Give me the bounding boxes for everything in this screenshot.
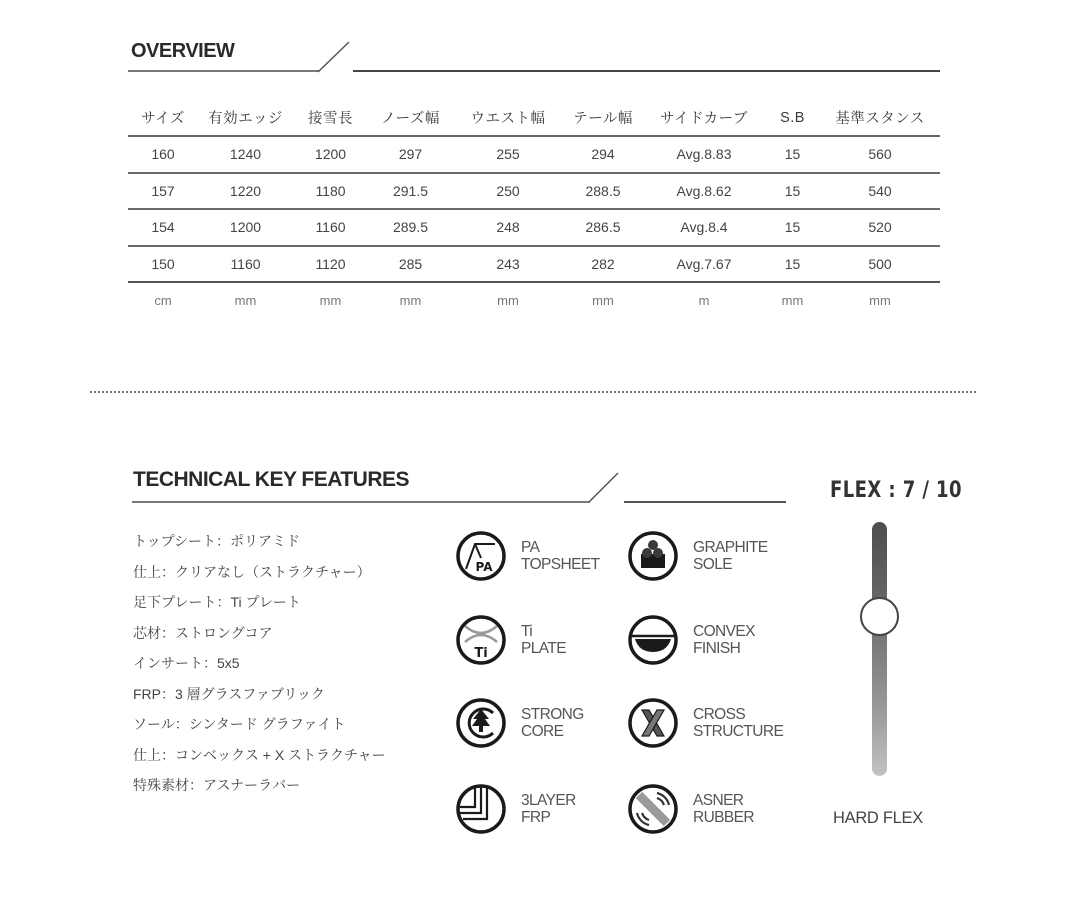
icon-label-line2: CORE (521, 723, 564, 740)
icon-label-line1: CROSS (693, 706, 746, 723)
icon-label-line1: 3LAYER (521, 792, 576, 809)
ti-plate-icon (455, 614, 507, 666)
cell: 560 (868, 146, 892, 163)
cell: 157 (151, 182, 175, 199)
cell: 1120 (315, 255, 346, 272)
overview-slash-divider (316, 40, 352, 74)
cell: 15 (784, 255, 801, 272)
unit-cell: mm (781, 293, 804, 308)
icon-label-line1: GRAPHITE (693, 539, 768, 556)
cell: 288.5 (585, 182, 621, 199)
cell: 285 (398, 255, 423, 272)
cell: 160 (151, 146, 175, 163)
header-waist-width: ウエスト幅 (470, 111, 546, 127)
unit-cell: cm (154, 293, 172, 308)
icon-label-line1: Ti (521, 623, 533, 640)
unit-cell: mm (319, 293, 342, 308)
cell: 15 (784, 219, 801, 236)
icon-label-line1: STRONG (521, 706, 584, 723)
feature-item-sole: ソール：シンタード グラファイト (133, 716, 346, 732)
feature-item-core: 芯材：ストロングコア (133, 624, 273, 641)
section-divider (90, 391, 976, 393)
pa-topsheet-icon (455, 530, 507, 582)
header-nose-width: ノーズ幅 (381, 111, 440, 127)
cell: 15 (784, 146, 801, 163)
cell: Avg.8.83 (676, 146, 732, 163)
overview-title-underline (128, 70, 319, 72)
cell: 1160 (230, 255, 261, 272)
icon-label-line2: FINISH (693, 640, 741, 657)
cell: 1200 (229, 219, 262, 236)
feature-asner-rubber (627, 783, 754, 835)
feature-graphite-sole (627, 530, 767, 582)
cell: 289.5 (392, 219, 429, 236)
technical-rule (624, 501, 786, 503)
overview-title: OVERVIEW (131, 40, 235, 62)
cell: Avg.8.4 (680, 219, 728, 236)
svg-text:PA: PA (475, 560, 493, 574)
technical-title-underline (132, 501, 590, 503)
table-row (128, 136, 940, 173)
cell: 297 (398, 146, 423, 163)
header-effective-edge: 有効エッジ (208, 111, 283, 127)
icon-label-line2: FRP (521, 809, 551, 826)
icon-label-line2: PLATE (521, 640, 566, 657)
3layer-frp-icon (455, 783, 507, 835)
cell: 154 (151, 219, 175, 236)
unit-cell: mm (497, 293, 519, 308)
icon-label-line1: ASNER (693, 792, 744, 809)
table-row (128, 173, 940, 210)
unit-cell: m (698, 293, 710, 308)
feature-list (133, 531, 386, 806)
header-tail-width: テール幅 (573, 111, 633, 127)
feature-strong-core (455, 697, 584, 749)
unit-cell: mm (592, 293, 614, 308)
cell: 291.5 (392, 182, 429, 199)
svg-text:Ti: Ti (474, 646, 488, 661)
convex-finish-icon (627, 614, 679, 666)
overview-rule (353, 70, 940, 72)
table-row (128, 209, 940, 246)
cell: 1160 (315, 219, 346, 236)
cell: 243 (496, 255, 520, 272)
asner-rubber-icon (627, 783, 679, 835)
feature-ti-plate (455, 614, 566, 666)
unit-cell: mm (399, 293, 422, 308)
feature-pa-topsheet (455, 530, 599, 582)
cell: 255 (496, 146, 520, 163)
feature-item-finish: 仕上：クリアなし（ストラクチャー） (133, 563, 371, 580)
cross-structure-icon (627, 697, 679, 749)
icon-label-line2: TOPSHEET (521, 556, 600, 573)
header-setback: S.B (780, 109, 805, 126)
flex-rating-title: FLEX : 7 / 10 (830, 478, 962, 503)
cell: 1180 (315, 182, 346, 199)
spec-table (128, 100, 940, 318)
cell: Avg.7.67 (676, 255, 732, 272)
strong-core-icon (455, 697, 507, 749)
icon-label-line1: CONVEX (693, 623, 755, 640)
cell: 1200 (314, 146, 347, 163)
cell: 150 (151, 255, 175, 272)
cell: 520 (868, 219, 892, 236)
unit-cell: mm (234, 293, 257, 308)
header-size: サイズ (141, 111, 185, 127)
feature-item-topsheet: トップシート：ポリアミド (133, 533, 301, 549)
flex-scale-label: HARD FLEX (833, 809, 923, 827)
feature-item-special-material: 特殊素材：アスナーラバー (133, 777, 301, 793)
flex-scale-track (872, 522, 887, 776)
cell: 1240 (229, 146, 262, 163)
cell: 294 (591, 146, 615, 163)
cell: 540 (868, 182, 892, 199)
header-stance: 基準スタンス (835, 111, 925, 127)
table-row (128, 246, 940, 283)
icon-label-line2: SOLE (693, 556, 732, 573)
unit-cell: mm (869, 293, 891, 308)
cell: 250 (496, 182, 520, 199)
icon-label-line2: RUBBER (693, 809, 754, 826)
icon-label-line1: PA (521, 539, 540, 556)
cell: Avg.8.62 (676, 182, 732, 199)
feature-item-finish-2: 仕上：コンベックス + X ストラクチャー (133, 746, 386, 763)
header-contact-length: 接雪長 (308, 111, 353, 127)
cell: 248 (496, 219, 520, 236)
feature-item-insert: インサート：5x5 (133, 655, 240, 671)
icon-label-line2: STRUCTURE (693, 723, 784, 740)
feature-convex-finish (627, 614, 755, 666)
technical-slash-divider (587, 471, 621, 504)
feature-cross-structure (627, 697, 783, 749)
cell: 282 (591, 255, 615, 272)
cell: 1220 (229, 182, 262, 199)
feature-item-frp: FRP：3 層グラスファブリック (133, 685, 325, 702)
technical-features-title: TECHNICAL KEY FEATURES (133, 468, 410, 491)
cell: 286.5 (585, 219, 621, 236)
header-side-curve: サイドカーブ (660, 111, 748, 127)
cell: 15 (784, 182, 801, 199)
flex-scale-indicator (860, 597, 899, 636)
units-row (128, 282, 940, 318)
feature-item-plate: 足下プレート：Ti プレート (133, 594, 301, 610)
cell: 500 (868, 255, 892, 272)
graphite-sole-icon (627, 530, 679, 582)
spec-table-header (128, 100, 940, 136)
feature-3layer-frp (455, 783, 576, 835)
